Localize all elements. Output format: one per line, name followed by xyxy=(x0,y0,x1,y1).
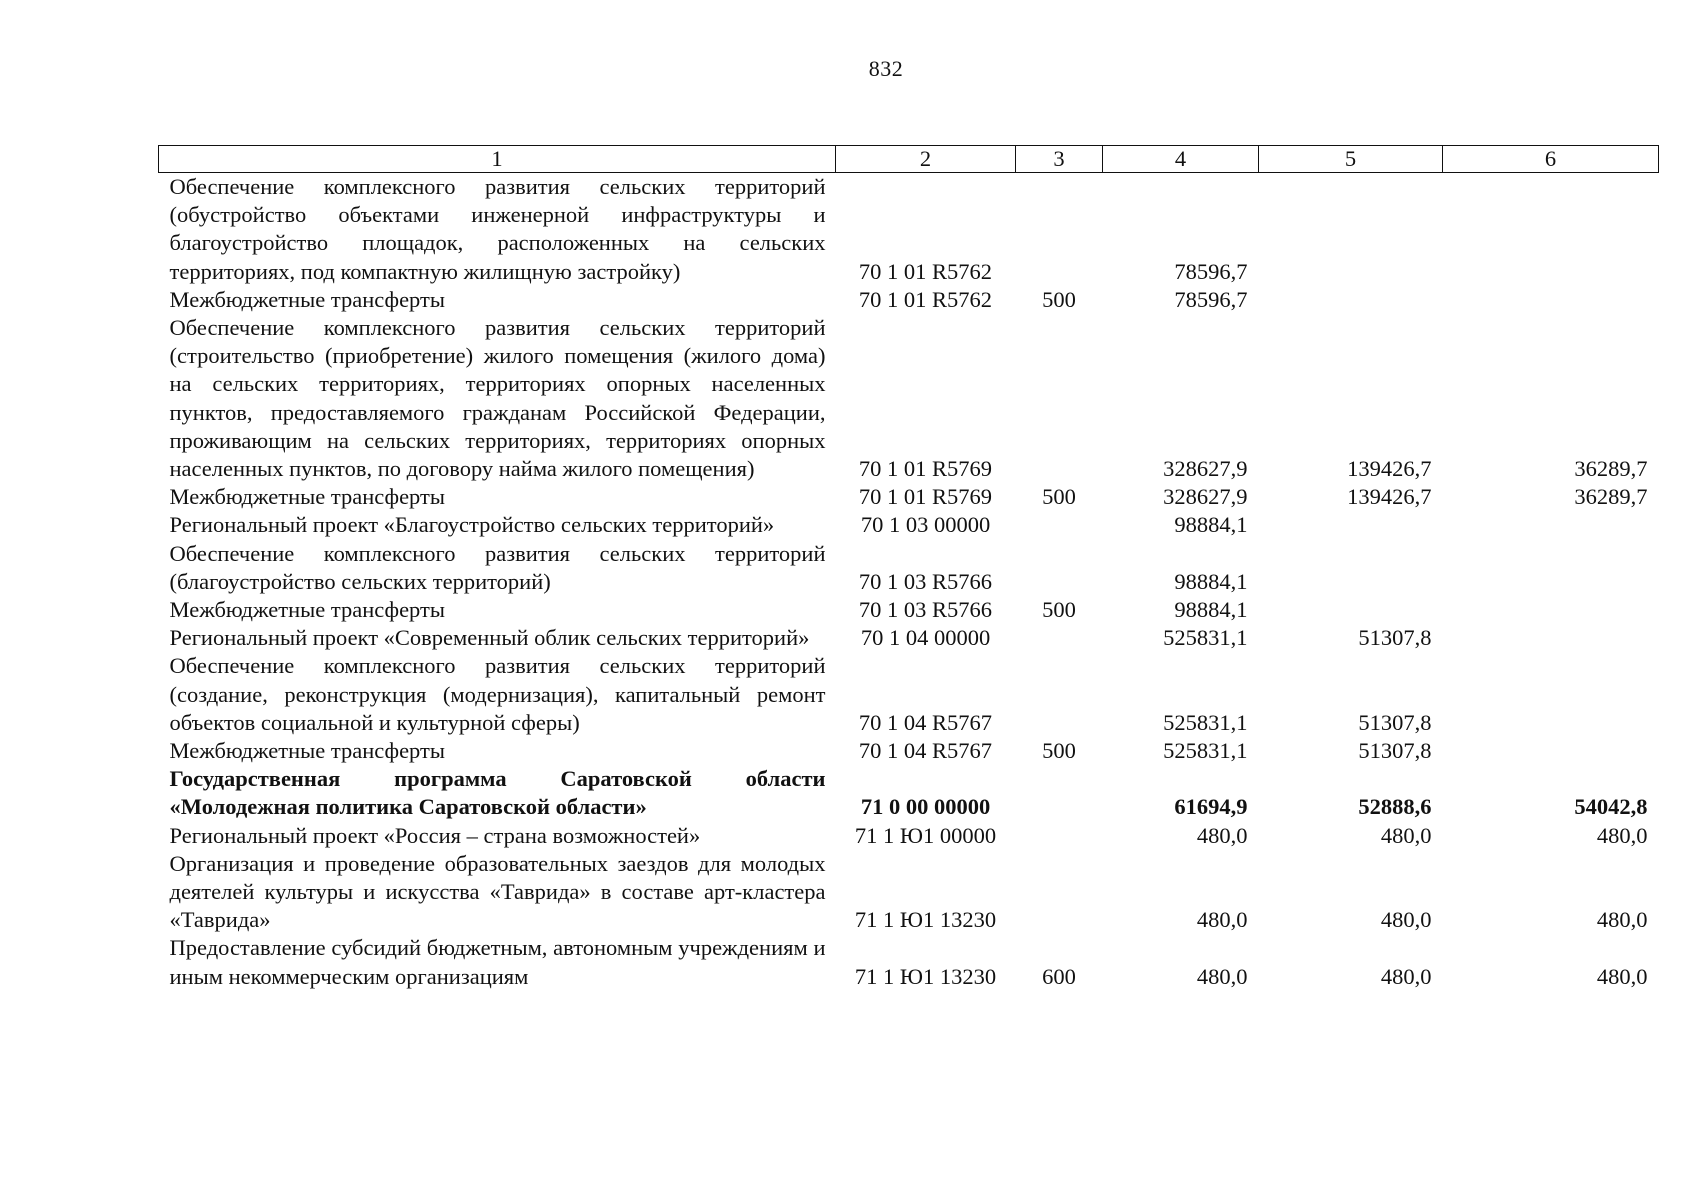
row-name-cell: Обеспечение комплексного развития сельских территорий (строительство (приобретение) жилого помещения (жилого дома) на сельских территориях, территориях опорных населенных пунктов, предоставляемого гражданам Российской Федерации, проживающим на сельских территориях, территориях опорных населенных пунктов, по договору найма жилого помещения) xyxy=(169,315,826,482)
row-type-cell xyxy=(1016,652,1103,737)
table-header xyxy=(159,146,1659,173)
budget-table xyxy=(158,145,1659,991)
row-value-col5-cell: 139426,7 xyxy=(1347,484,1432,510)
row-value-col6-cell xyxy=(1443,652,1659,737)
table-row xyxy=(159,934,1659,990)
row-code-cell: 70 1 01 R5769 xyxy=(858,456,993,482)
table-row xyxy=(159,540,1659,596)
row-code-cell: 70 1 04 R5767 xyxy=(858,738,993,764)
row-code-cell: 71 1 Ю1 13230 xyxy=(854,907,997,933)
row-value-col6-cell: 480,0 xyxy=(1596,907,1648,933)
row-value-col4-cell: 480,0 xyxy=(1196,822,1248,848)
row-name-cell: Государственная программа Саратовской области «Молодежная политика Саратовской области» xyxy=(169,766,826,820)
table-body xyxy=(159,173,1659,991)
row-value-col4-cell: 480,0 xyxy=(1196,907,1248,933)
row-value-col5-cell: 52888,6 xyxy=(1358,794,1432,820)
row-value-col5-cell xyxy=(1259,286,1443,314)
row-value-col5-cell: 51307,8 xyxy=(1358,625,1432,651)
column-header-3: 3 xyxy=(1016,146,1103,173)
row-code-cell: 70 1 03 R5766 xyxy=(858,597,993,623)
row-code-cell: 70 1 01 R5762 xyxy=(858,258,993,284)
row-name-cell: Региональный проект «Россия – страна возможностей» xyxy=(169,822,701,848)
row-type-cell xyxy=(1016,511,1103,539)
row-value-col5-cell: 480,0 xyxy=(1380,963,1432,989)
row-code-cell: 70 1 01 R5762 xyxy=(858,286,993,312)
row-value-col5-cell xyxy=(1259,540,1443,596)
row-value-col4-cell: 98884,1 xyxy=(1174,597,1248,623)
row-value-col6-cell: 480,0 xyxy=(1596,822,1648,848)
row-value-col6-cell xyxy=(1443,596,1659,624)
row-name-cell: Предоставление субсидий бюджетным, автономным учреждениям и иным некоммерческим организациям xyxy=(169,935,826,989)
table-row xyxy=(159,314,1659,483)
row-value-col5-cell: 51307,8 xyxy=(1358,738,1432,764)
row-type-cell: 500 xyxy=(1042,738,1076,764)
row-value-col6-cell xyxy=(1443,286,1659,314)
row-name-cell: Обеспечение комплексного развития сельских территорий (благоустройство сельских территорий) xyxy=(169,540,826,594)
row-value-col5-cell: 139426,7 xyxy=(1347,456,1432,482)
row-value-col4-cell: 61694,9 xyxy=(1174,794,1248,820)
row-value-col6-cell xyxy=(1443,624,1659,652)
row-value-col5-cell: 480,0 xyxy=(1380,822,1432,848)
row-value-col6-cell: 54042,8 xyxy=(1574,794,1648,820)
row-value-col4-cell: 98884,1 xyxy=(1174,568,1248,594)
table-row xyxy=(159,173,1659,286)
table-row xyxy=(159,737,1659,765)
row-value-col6-cell: 480,0 xyxy=(1596,963,1648,989)
row-value-col6-cell xyxy=(1443,540,1659,596)
row-value-col5-cell: 480,0 xyxy=(1380,907,1432,933)
row-value-col6-cell xyxy=(1443,173,1659,286)
row-code-cell: 70 1 01 R5769 xyxy=(858,484,993,510)
column-header-4: 4 xyxy=(1103,146,1259,173)
row-value-col4-cell: 328627,9 xyxy=(1163,484,1248,510)
row-value-col4-cell: 78596,7 xyxy=(1174,258,1248,284)
row-code-cell: 71 0 00 00000 xyxy=(860,794,991,820)
row-name-cell: Организация и проведение образовательных заездов для молодых деятелей культуры и искусства «Таврида» в составе арт-кластера «Таврида» xyxy=(169,850,826,933)
row-value-col4-cell: 78596,7 xyxy=(1174,286,1248,312)
row-value-col6-cell xyxy=(1443,737,1659,765)
row-type-cell xyxy=(1016,314,1103,483)
row-value-col4-cell: 98884,1 xyxy=(1174,512,1248,538)
row-name-cell: Региональный проект «Благоустройство сельских территорий» xyxy=(169,512,775,538)
row-code-cell: 70 1 03 00000 xyxy=(860,512,991,538)
row-value-col5-cell: 51307,8 xyxy=(1358,709,1432,735)
row-value-col5-cell xyxy=(1259,173,1443,286)
row-value-col6-cell: 36289,7 xyxy=(1574,456,1648,482)
row-name-cell: Обеспечение комплексного развития сельских территорий (обустройство объектами инженерной инфраструктуры и благоустройство площадок, расположенных на сельских территориях, под компактную жилищную застройку) xyxy=(169,174,826,284)
row-value-col6-cell: 36289,7 xyxy=(1574,484,1648,510)
row-name-cell: Межбюджетные трансферты xyxy=(169,738,445,764)
row-code-cell: 70 1 03 R5766 xyxy=(858,568,993,594)
row-type-cell xyxy=(1016,624,1103,652)
row-type-cell xyxy=(1016,540,1103,596)
column-header-6: 6 xyxy=(1443,146,1659,173)
table-row xyxy=(159,765,1659,821)
row-type-cell xyxy=(1016,765,1103,821)
row-value-col4-cell: 525831,1 xyxy=(1163,709,1248,735)
row-value-col6-cell xyxy=(1443,511,1659,539)
row-name-cell: Межбюджетные трансферты xyxy=(169,286,445,312)
row-type-cell: 500 xyxy=(1042,597,1076,623)
row-type-cell xyxy=(1016,850,1103,935)
row-type-cell: 500 xyxy=(1042,484,1076,510)
row-code-cell: 70 1 04 00000 xyxy=(860,625,991,651)
row-code-cell: 70 1 04 R5767 xyxy=(858,709,993,735)
row-type-cell: 500 xyxy=(1042,286,1076,312)
row-code-cell: 71 1 Ю1 13230 xyxy=(854,963,997,989)
table-row xyxy=(159,483,1659,511)
row-value-col4-cell: 328627,9 xyxy=(1163,456,1248,482)
row-name-cell: Межбюджетные трансферты xyxy=(169,597,445,623)
row-name-cell: Обеспечение комплексного развития сельских территорий (создание, реконструкция (модернизация), капитальный ремонт объектов социальной и культурной сферы) xyxy=(169,653,826,735)
table-row xyxy=(159,624,1659,652)
column-header-1: 1 xyxy=(159,146,836,173)
table-row xyxy=(159,511,1659,539)
table-row xyxy=(159,286,1659,314)
row-value-col4-cell: 525831,1 xyxy=(1163,738,1248,764)
table-row xyxy=(159,850,1659,935)
row-type-cell xyxy=(1016,173,1103,286)
row-code-cell: 71 1 Ю1 00000 xyxy=(854,822,997,848)
table-row xyxy=(159,652,1659,737)
table-row xyxy=(159,822,1659,850)
row-value-col5-cell xyxy=(1259,511,1443,539)
column-header-5: 5 xyxy=(1259,146,1443,173)
page-number: 832 xyxy=(868,56,904,81)
row-value-col5-cell xyxy=(1259,596,1443,624)
column-header-2: 2 xyxy=(836,146,1016,173)
row-name-cell: Межбюджетные трансферты xyxy=(169,484,445,510)
row-type-cell xyxy=(1016,822,1103,850)
row-name-cell: Региональный проект «Современный облик сельских территорий» xyxy=(169,625,810,651)
row-type-cell: 600 xyxy=(1042,963,1076,989)
row-value-col4-cell: 480,0 xyxy=(1196,963,1248,989)
row-value-col4-cell: 525831,1 xyxy=(1163,625,1248,651)
table-row xyxy=(159,596,1659,624)
header-row xyxy=(159,146,1659,173)
